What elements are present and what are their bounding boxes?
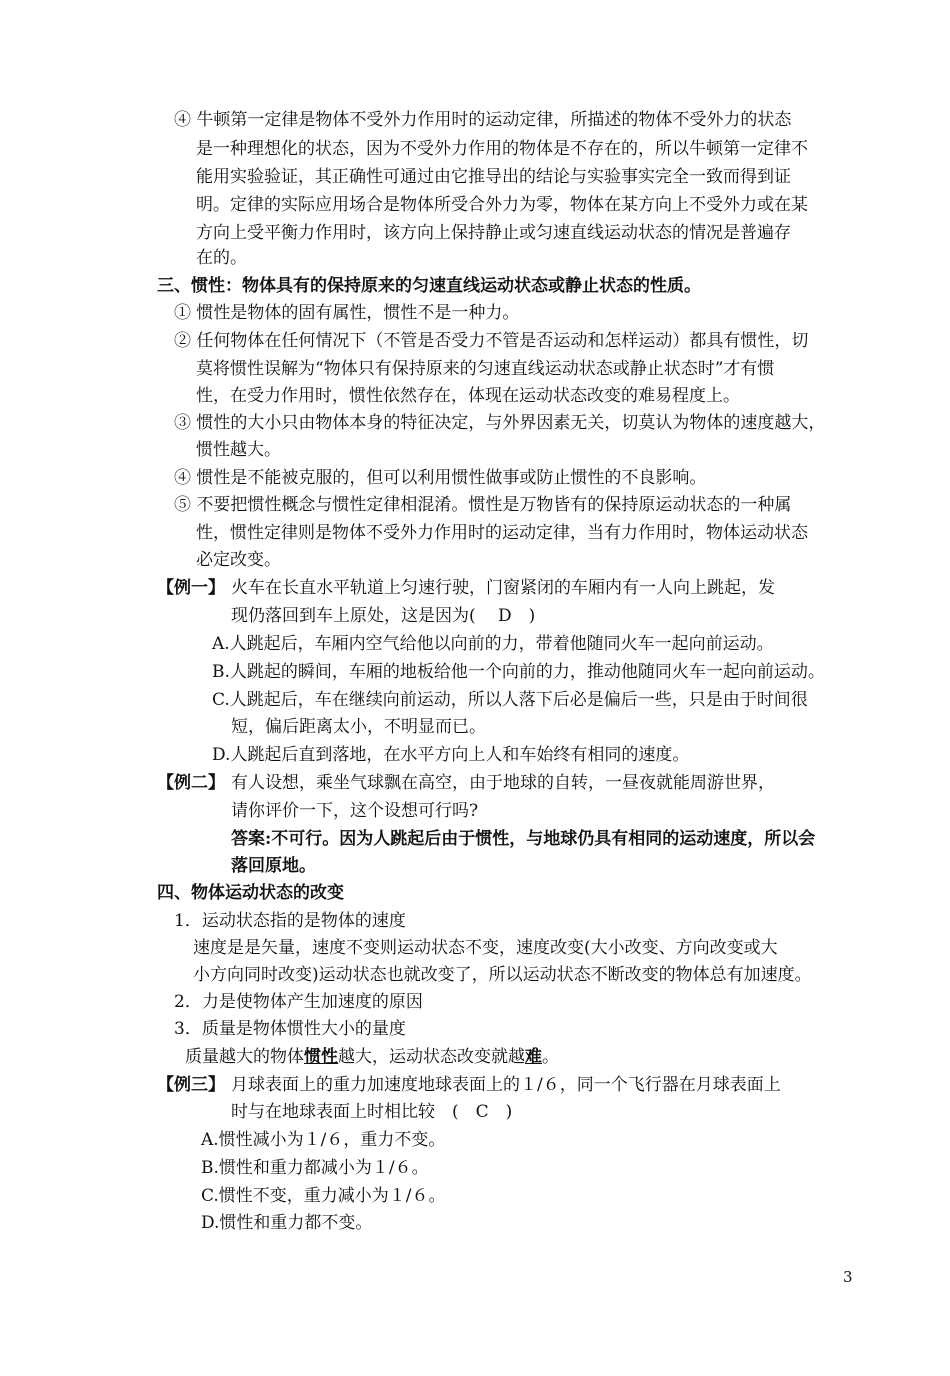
paragraph-line: 在的。 — [196, 248, 247, 268]
list-item-cont: 莫将惯性误解为“物体只有保持原来的匀速直线运动状态或静止状态时”才有惯 — [196, 359, 775, 379]
text-run: 质量越大的物体 — [185, 1047, 304, 1067]
paragraph-line: 方向上受平衡力作用时，该方向上保持静止或匀速直线运动状态的情况是普遍存 — [196, 223, 791, 243]
list-item: 3．质量是物体惯性大小的量度 — [174, 1019, 406, 1039]
paragraph-line: 明。定律的实际应用场合是物体所受合外力为零，物体在某方向上不受外力或在某 — [196, 195, 808, 215]
list-item: 1．运动状态指的是物体的速度 — [174, 911, 406, 931]
page-number: 3 — [843, 1268, 853, 1286]
option-d: D.惯性和重力都不变。 — [201, 1213, 373, 1233]
option-c: C.惯性不变，重力减小为１/６。 — [201, 1186, 446, 1206]
example-tag: 【例二】 — [157, 773, 225, 793]
section-heading-inertia: 三、惯性：物体具有的保持原来的匀速直线运动状态或静止状态的性质。 — [157, 276, 701, 296]
option-b: B.惯性和重力都减小为１/６。 — [201, 1158, 429, 1178]
option-c-cont: 短，偏后距离太小，不明显而已。 — [231, 717, 486, 737]
underlined-term: 惯性 — [304, 1047, 338, 1067]
paragraph-line: 是一种理想化的状态，因为不受外力作用的物体是不存在的，所以牛顿第一定律不 — [196, 139, 808, 159]
example-question: 火车在长直水平轨道上匀速行驶，门窗紧闭的车厢内有一人向上跳起，发 — [231, 578, 775, 598]
list-item: 2．力是使物体产生加速度的原因 — [174, 992, 423, 1012]
example-question: 请你评价一下，这个设想可行吗? — [231, 801, 479, 821]
list-item-cont: 惯性越大。 — [196, 440, 281, 460]
list-item-cont: 性，在受力作用时，惯性依然存在，体现在运动状态改变的难易程度上。 — [196, 386, 740, 406]
text-run: 。 — [542, 1047, 559, 1067]
option-a: A.人跳起后，车厢内空气给他以向前的力，带着他随同火车一起向前运动。 — [212, 634, 774, 654]
option-d: D.人跳起后直到落地，在水平方向上人和车始终有相同的速度。 — [212, 745, 690, 765]
option-a: A.惯性减小为１/６，重力不变。 — [201, 1130, 446, 1150]
underlined-term: 难 — [525, 1047, 542, 1067]
list-item: ④ 惯性是不能被克服的，但可以利用惯性做事或防止惯性的不良影响。 — [174, 468, 707, 488]
option-b: B.人跳起的瞬间，车厢的地板给他一个向前的力，推动他随同火车一起向前运动。 — [212, 662, 825, 682]
example-tag: 【例三】 — [157, 1075, 225, 1095]
option-c: C.人跳起后，车在继续向前运动，所以人落下后必是偏后一些，只是由于时间很 — [212, 690, 808, 710]
example-answer: 答案:不可行。因为人跳起后由于惯性，与地球仍具有相同的运动速度，所以会 — [231, 829, 816, 849]
list-item: ② 任何物体在任何情况下（不管是否受力不管是否运动和怎样运动）都具有惯性，切 — [174, 331, 809, 351]
list-item-cont: 性，惯性定律则是物体不受外力作用时的运动定律，当有力作用时，物体运动状态 — [196, 523, 808, 543]
list-item: ① 惯性是物体的固有属性，惯性不是一种力。 — [174, 303, 520, 323]
paragraph-line — [185, 1044, 559, 1070]
example-question: 有人设想，乘坐气球飘在高空，由于地球的自转，一昼夜就能周游世界， — [231, 773, 775, 793]
example-question: 现仍落回到车上原处，这是因为( D ) — [231, 606, 536, 626]
example-question: 月球表面上的重力加速度地球表面上的１/６，同一个飞行器在月球表面上 — [231, 1075, 781, 1095]
paragraph-line: ④ 牛顿第一定律是物体不受外力作用时的运动定律，所描述的物体不受外力的状态 — [174, 110, 792, 130]
paragraph-line: 能用实验验证，其正确性可通过由它推导出的结论与实验事实完全一致而得到证 — [196, 167, 791, 187]
list-item-cont: 必定改变。 — [196, 550, 281, 570]
text-run: 越大，运动状态改变就越 — [338, 1047, 525, 1067]
section-heading-motion-change: 四、物体运动状态的改变 — [157, 883, 344, 903]
example-tag: 【例一】 — [157, 578, 225, 598]
example-question: 时与在地球表面上时相比较 ( C ) — [231, 1102, 513, 1122]
list-item: ③ 惯性的大小只由物体本身的特征决定，与外界因素无关，切莫认为物体的速度越大， — [174, 413, 826, 433]
example-answer: 落回原地。 — [231, 856, 316, 876]
paragraph-line: 速度是是矢量，速度不变则运动状态不变，速度改变(大小改变、方向改变或大 — [193, 938, 778, 958]
list-item: ⑤ 不要把惯性概念与惯性定律相混淆。惯性是万物皆有的保持原运动状态的一种属 — [174, 495, 792, 515]
paragraph-line: 小方向同时改变)运动状态也就改变了，所以运动状态不断改变的物体总有加速度。 — [193, 965, 812, 985]
